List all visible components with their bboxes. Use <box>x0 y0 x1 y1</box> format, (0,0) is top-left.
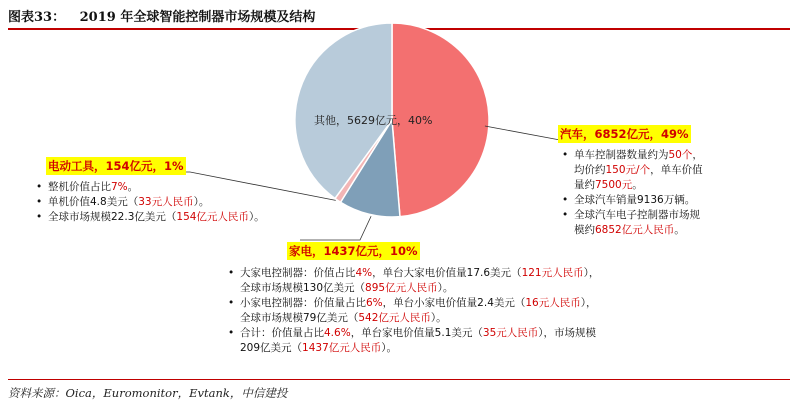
figure-title-text: 2019 年全球智能控制器市场规模及结构 <box>79 10 316 25</box>
slice-label-appliance: 家电，1437亿元，10% <box>289 244 418 258</box>
note-line: 量约7500元。 <box>574 179 643 191</box>
note-line: • 单机价值4.8美元（33元人民币）。 <box>36 195 336 210</box>
note-line: 模约6852亿元人民币。 <box>574 224 685 236</box>
note-line: 均价约150元/个，单车价值 <box>574 164 703 176</box>
note-line: 209亿美元（1437亿元人民币）。 <box>240 342 398 354</box>
slice-label-tools: 电动工具，154亿元，1% <box>48 159 184 173</box>
note-line: • 小家电控制器：价值量占比6%，单台小家电价值量2.4美元（16元人民币）， <box>228 296 748 311</box>
appliance-notes <box>228 266 748 356</box>
footer-divider <box>8 379 790 380</box>
note-line: • 全球汽车电子控制器市场规 <box>562 208 762 223</box>
figure-number: 图表33： <box>8 10 66 25</box>
source-note: 资料来源：Oica，Euromonitor，Evtank，中信建投 <box>8 386 288 400</box>
note-line: 全球市场规模130亿美元（895亿元人民币）。 <box>240 282 454 294</box>
note-line: • 整机价值占比7%。 <box>36 180 336 195</box>
tools-notes <box>36 180 336 225</box>
slice-label-auto: 汽车，6852亿元，49% <box>560 127 689 141</box>
note-line: • 全球汽车销量9136万辆。 <box>562 193 762 208</box>
note-line: • 大家电控制器：价值占比4%，单台大家电价值量17.6美元（121元人民币）， <box>228 266 748 281</box>
slice-label-other: 其他，5629亿元，40% <box>314 114 433 127</box>
note-line: 全球市场规模79亿美元（542亿元人民币）。 <box>240 312 447 324</box>
note-line: • 单车控制器数量约为50个， <box>562 148 762 163</box>
note-line: • 全球市场规模22.3亿美元（154亿元人民币）。 <box>36 210 336 225</box>
note-line: • 合计：价值量占比4.6%，单台家电价值量5.1美元（35元人民币），市场规模 <box>228 326 748 341</box>
auto-notes <box>562 148 762 238</box>
